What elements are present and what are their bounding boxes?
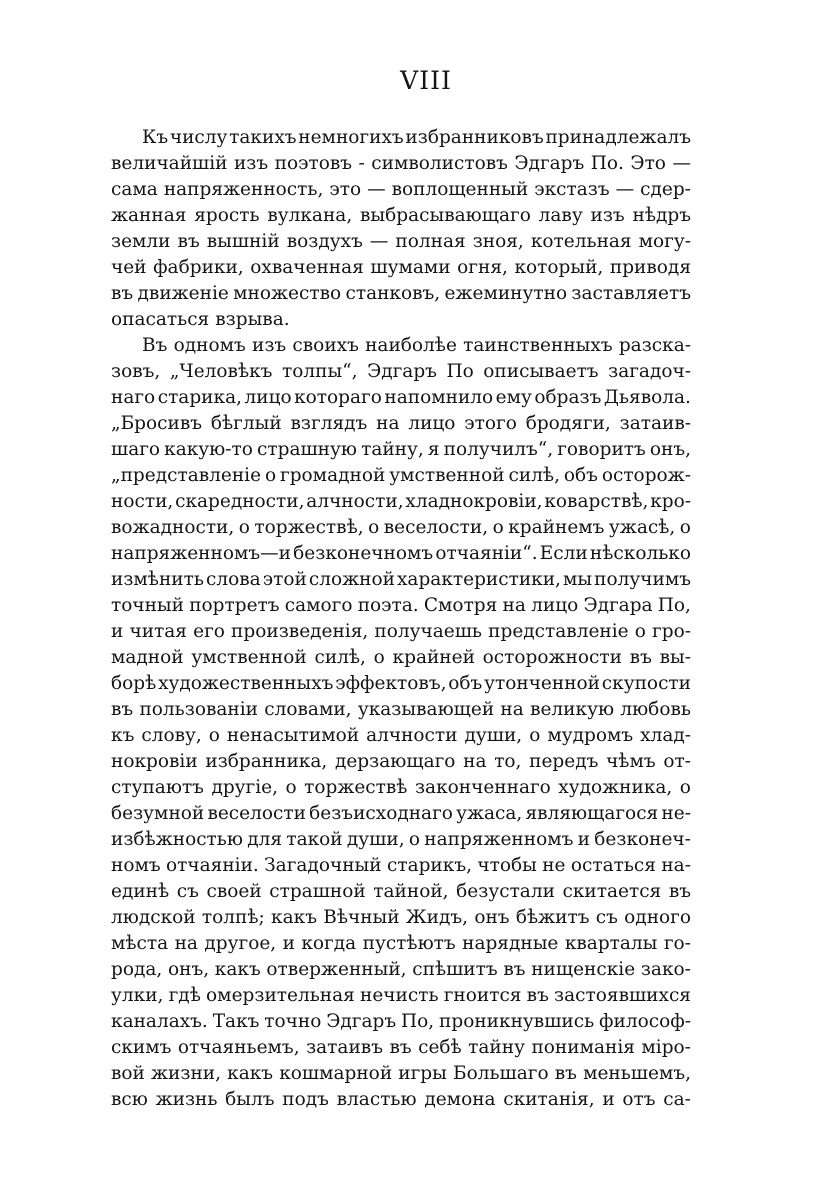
- text-line: и читая его произведенія, получаешь представленіе о гро-: [111, 621, 691, 642]
- text-line: сама напряженность, это — воплощенный экстазъ — сдер-: [111, 179, 691, 200]
- text-line: наго старика, лицо котораго напомнило ему образъ Дьявола.: [111, 387, 691, 408]
- text-line: скимъ отчаяньемъ, затаивъ въ себѣ тайну пониманія міро-: [111, 1037, 691, 1058]
- text-line: людской толпѣ; какъ Вѣчный Жидъ, онъ бѣжитъ съ одного: [111, 907, 691, 928]
- text-line: въ движеніе множество станковъ, ежеминутно заставляетъ: [111, 283, 691, 304]
- text-line: напряженномъ—и безконечномъ отчаяніи“. Если нѣсколько: [111, 543, 691, 564]
- text-line: Въ одномъ изъ своихъ наиболѣе таинственныхъ разска-: [142, 335, 691, 356]
- text-line: измѣнить слова этой сложной характеристики, мы получимъ: [111, 569, 691, 590]
- text-line: единѣ съ своей страшной тайной, безустали скитается въ: [111, 881, 691, 902]
- text-line: „Бросивъ бѣглый взглядъ на лицо этого бродяги, затаив-: [111, 413, 691, 434]
- text-line: рода, онъ, какъ отверженный, спѣшитъ въ нищенскіе зако-: [111, 959, 691, 980]
- text-line: ности, скаредности, алчности, хладнокровіи, коварствѣ, кро-: [111, 491, 691, 512]
- text-line: точный портретъ самого поэта. Смотря на лицо Эдгара По,: [111, 595, 691, 616]
- page-number: VIII: [400, 66, 452, 95]
- text-line: въ пользованіи словами, указывающей на великую любовь: [111, 699, 691, 720]
- paragraph: [111, 125, 691, 333]
- text-line: избѣжностью для такой души, о напряженномъ и безконеч-: [111, 829, 691, 850]
- text-line: опасаться взрыва.: [111, 309, 290, 330]
- text-line: безумной веселости безъисходнаго ужаса, являющагося не-: [111, 803, 691, 824]
- body-text: [111, 125, 691, 1113]
- text-line: борѣ художественныхъ эффектовъ, объ утонченной скупости: [111, 673, 691, 694]
- text-line: чей фабрики, охваченная шумами огня, который, приводя: [111, 257, 691, 278]
- text-line: къ слову, о ненасытимой алчности души, о мудромъ хлад-: [111, 725, 691, 746]
- text-line: жанная ярость вулкана, выбрасывающаго лаву изъ нѣдръ: [111, 205, 691, 226]
- text-line: величайшій изъ поэтовъ - символистовъ Эдгаръ По. Это —: [111, 153, 691, 174]
- text-line: нокровіи избранника, дерзающаго на то, передъ чѣмъ от-: [111, 751, 691, 772]
- text-line: ступаютъ другіе, о торжествѣ законченнаго художника, о: [111, 777, 691, 798]
- text-line: мадной умственной силѣ, о крайней осторожности въ вы-: [111, 647, 691, 668]
- text-line: мѣста на другое, и когда пустѣютъ нарядные кварталы го-: [111, 933, 691, 954]
- text-line: Къ числу такихъ немногихъ избранниковъ принадлежалъ: [142, 127, 691, 148]
- text-line: „представленіе о громадной умственной силѣ, объ осторож-: [111, 465, 691, 486]
- text-line: земли въ вышній воздухъ — полная зноя, котельная могу-: [111, 231, 691, 252]
- text-line: всю жизнь былъ подъ властью демона скитанія, и отъ са-: [111, 1089, 691, 1110]
- text-line: зовъ, „Человѣкъ толпы“, Эдгаръ По описываетъ загадоч-: [111, 361, 691, 382]
- text-line: улки, гдѣ омерзительная нечисть гноится въ застоявшихся: [111, 985, 691, 1006]
- text-line: каналахъ. Такъ точно Эдгаръ По, проникнувшись философ-: [111, 1011, 691, 1032]
- paragraph: [111, 333, 691, 1113]
- text-line: шаго какую-то страшную тайну, я получилъ“, говоритъ онъ,: [111, 439, 691, 460]
- text-line: вожадности, о торжествѣ, о веселости, о крайнемъ ужасѣ, о: [111, 517, 691, 538]
- text-line: вой жизни, какъ кошмарной игры Большаго въ меньшемъ,: [111, 1063, 691, 1084]
- text-line: номъ отчаяніи. Загадочный старикъ, чтобы не остаться на-: [111, 855, 691, 876]
